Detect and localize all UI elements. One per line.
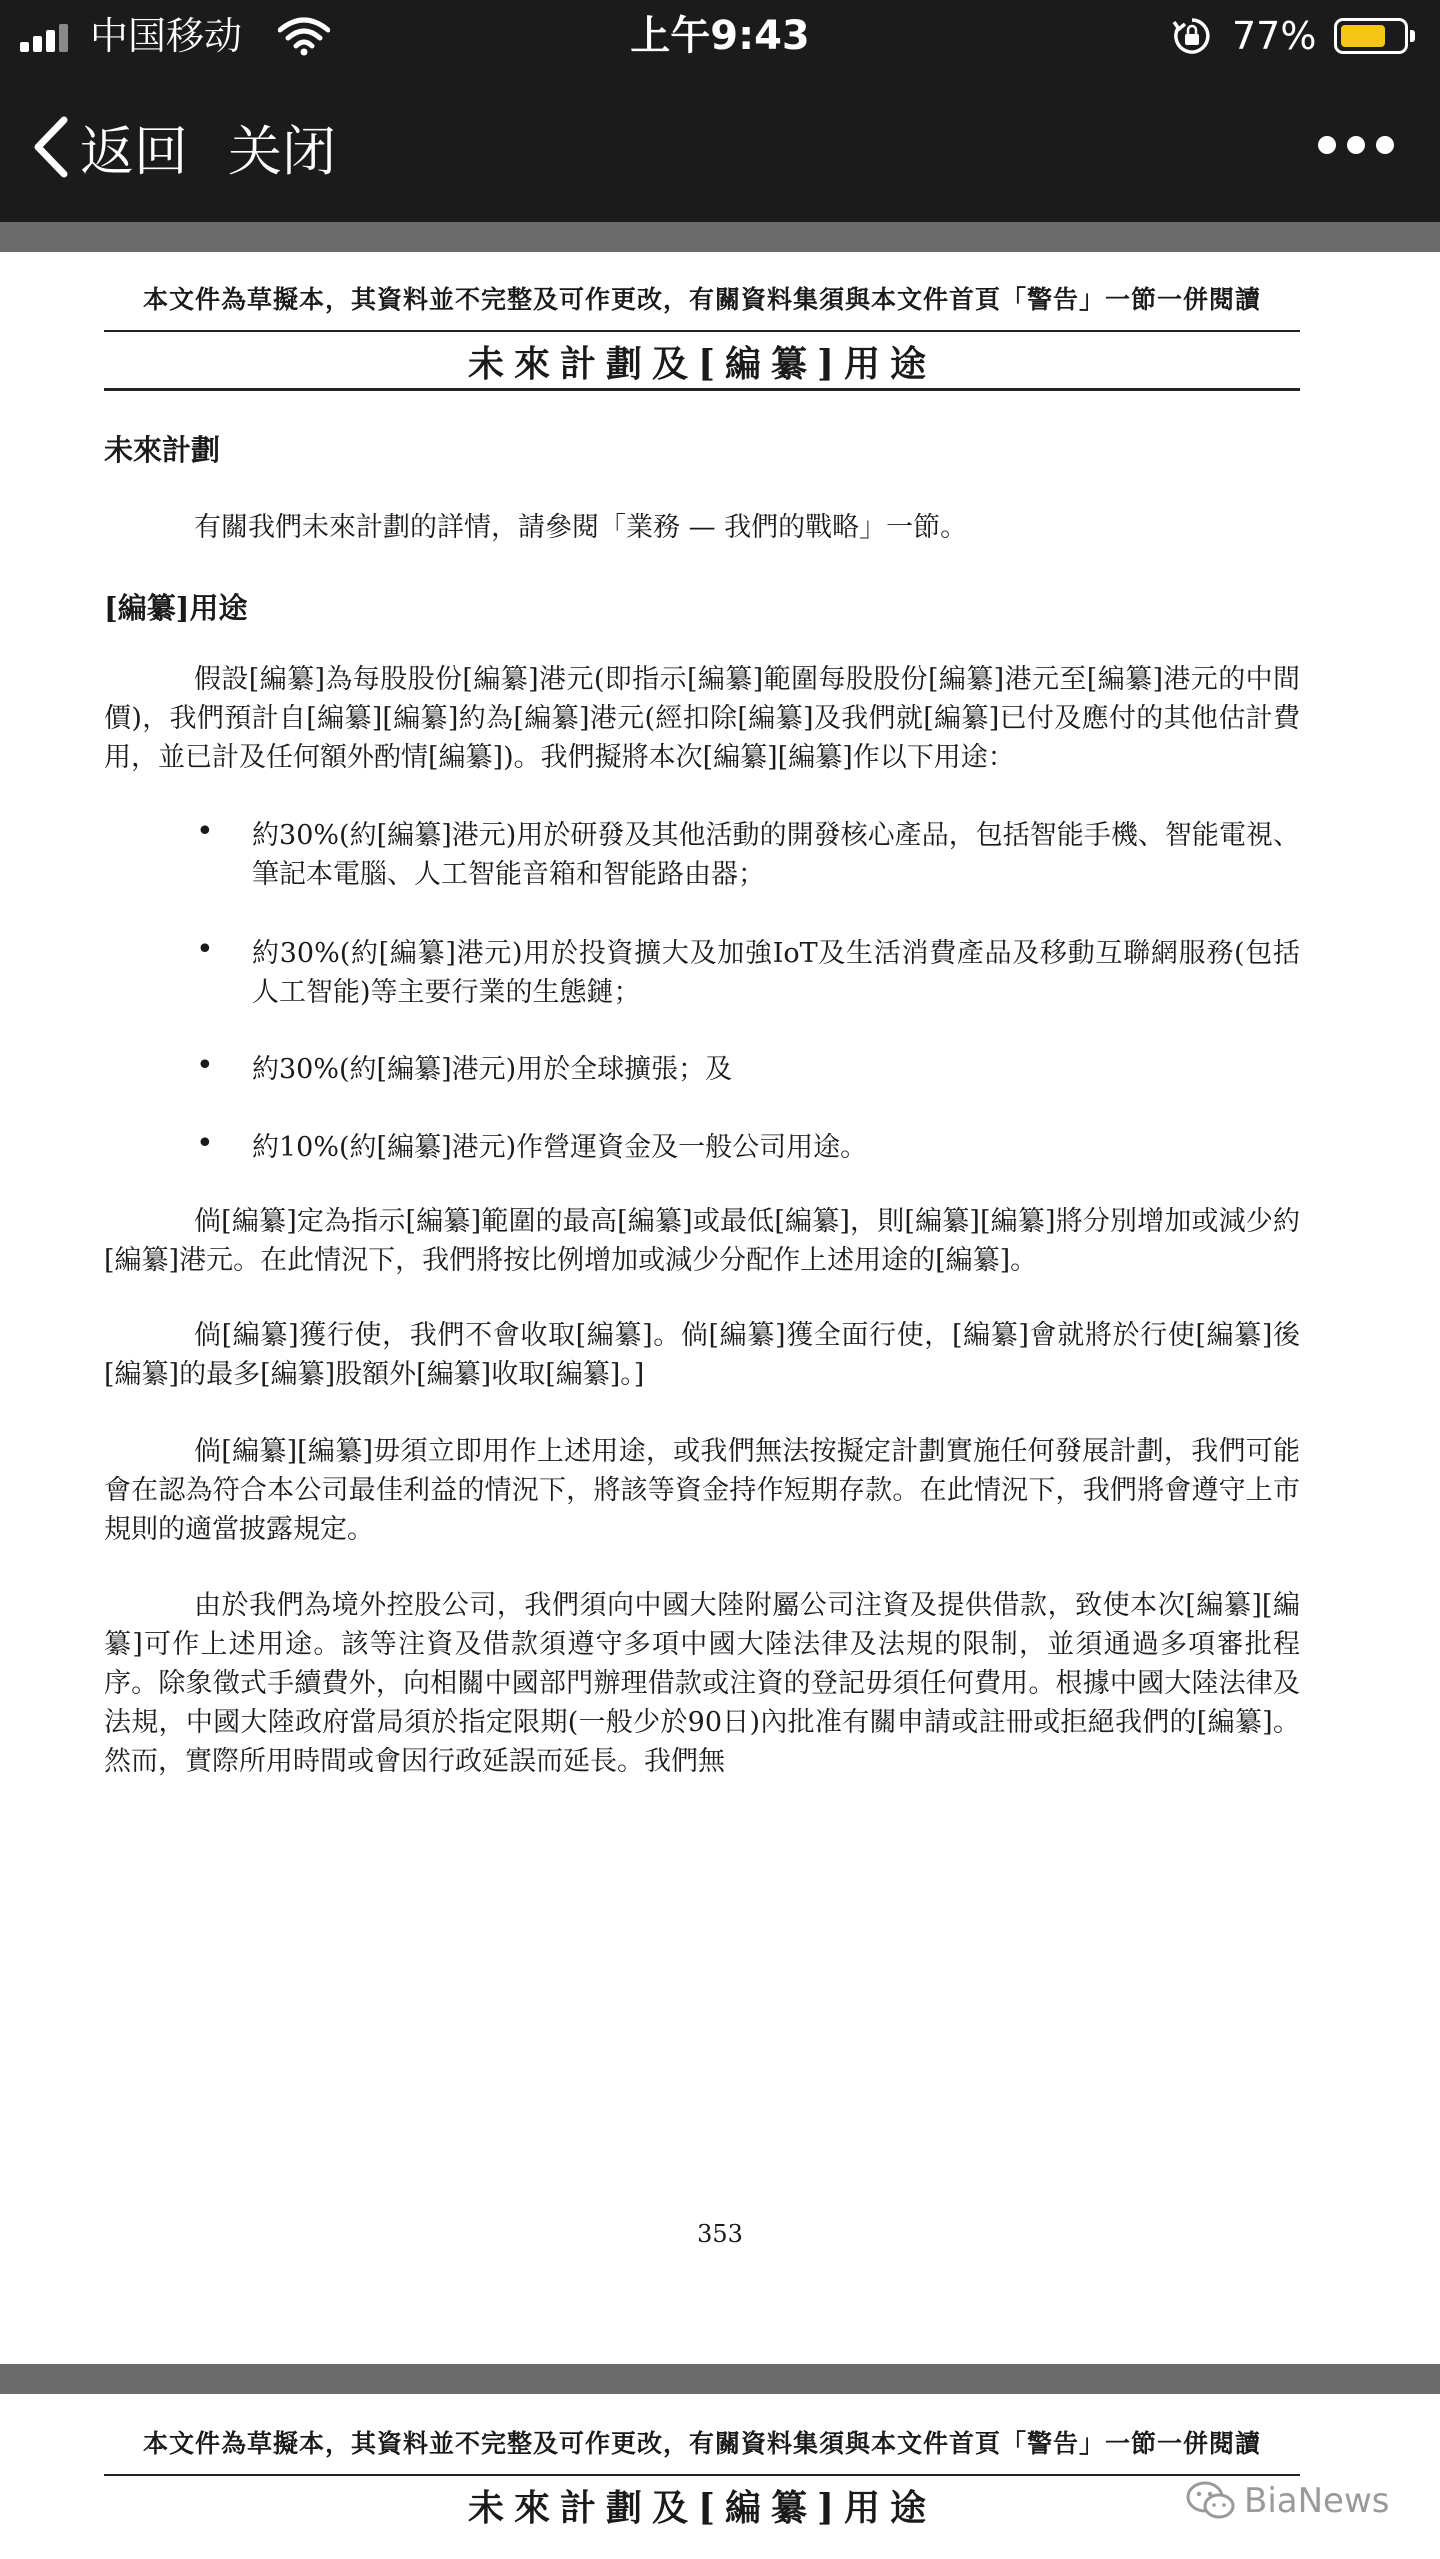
rotation-lock-icon <box>1172 16 1212 56</box>
back-button[interactable] <box>28 112 188 182</box>
document-title: 未來計劃及[編纂]用途 <box>467 2487 937 2529</box>
status-bar <box>0 0 1440 72</box>
document-title: 未來計劃及[編纂]用途 <box>467 343 937 385</box>
nav-bar <box>0 72 1440 222</box>
bullet-marker: • <box>196 1126 214 1161</box>
draft-warning-note: 本文件為草擬本，其資料並不完整及可作更改，有關資料集須與本文件首頁「警告」一節一併閱讀 <box>142 285 1261 314</box>
paragraph-offshore-holding: 由於我們為境外控股公司，我們須向中國大陸附屬公司注資及提供借款，致使本次[編纂][編纂]可作上述用途。該等注資及借款須遵守多項中國大陸法律及法規的限制，並須通過多項審批程序。除象徵式手續費外，向相關中國部門辦理借款或注資的登記毋須任何費用。根據中國大陸法律及法規，中國大陸政府當局須於指定限期(一般少於90日)內批准有關申請或註冊或拒絕我們的[編纂]。然而，實際所用時間或會因行政延誤而延長。我們無 <box>104 1590 1300 1777</box>
paragraph-future-plans: 有關我們未來計劃的詳情，請參閱「業務 — 我們的戰略」一節。 <box>194 512 968 543</box>
header-rule <box>104 330 1300 332</box>
battery-fill <box>1341 25 1385 47</box>
bullet-marker: • <box>196 814 214 849</box>
paragraph-over-allotment: 倘[編纂]獲行使，我們不會收取[編纂]。倘[編纂]獲全面行使，[編纂]會就將於行使[編纂]後[編纂]的最多[編纂]股額外[編纂]收取[編纂]。] <box>104 1320 1300 1390</box>
list-item: 約30%(約[編纂]港元)用於全球擴張；及 <box>252 1054 733 1085</box>
chevron-left-icon <box>28 114 72 180</box>
page-number: 353 <box>697 2220 743 2248</box>
paragraph-price-adjustment: 倘[編纂]定為指示[編纂]範圍的最高[編纂]或最低[編纂]，則[編纂][編纂]將分別增加或減少約[編纂]港元。在此情況下，我們將按比例增加或減少分配作上述用途的[編纂]。 <box>104 1206 1300 1276</box>
header-rule <box>104 2474 1300 2476</box>
list-item: 約30%(約[編纂]港元)用於投資擴大及加強IoT及生活消費產品及移動互聯網服務(包括人工智能)等主要行業的生態鏈； <box>252 938 1300 1008</box>
draft-warning-note: 本文件為草擬本，其資料並不完整及可作更改，有關資料集須與本文件首頁「警告」一節一併閱讀 <box>142 2429 1261 2458</box>
close-button[interactable]: 关闭 <box>228 119 336 183</box>
bullet-marker: • <box>196 932 214 967</box>
paragraph-short-term-deposit: 倘[編纂][編纂]毋須立即用作上述用途，或我們無法按擬定計劃實施任何發展計劃，我們可能會在認為符合本公司最佳利益的情況下，將該等資金持作短期存款。在此情況下，我們將會遵守上市規則的適當披露規定。 <box>104 1436 1300 1545</box>
paragraph-proceeds-intro: 假設[編纂]為每股股份[編纂]港元(即指示[編纂]範圍每股股份[編纂]港元至[編纂]港元的中間價)，我們預計自[編纂][編纂]約為[編纂]港元(經扣除[編纂]及我們就[編纂]已付及應付的其他估計費用，並已計及任何額外酌情[編纂])。我們擬將本次[編纂][編纂]作以下用途： <box>104 664 1300 773</box>
battery-icon <box>1334 18 1408 54</box>
title-rule <box>104 388 1300 391</box>
battery-percent: 77% <box>1232 14 1317 58</box>
section-heading-use-of-proceeds: [編纂]用途 <box>104 591 248 625</box>
status-time: 上午9:43 <box>630 13 810 59</box>
document-page[interactable] <box>0 252 1440 2364</box>
more-dots-icon[interactable] <box>1318 130 1394 160</box>
list-item: 約10%(約[編纂]港元)作營運資金及一般公司用途。 <box>252 1132 868 1163</box>
section-heading-future-plans: 未來計劃 <box>104 433 221 467</box>
watermark-text: BiaNews <box>1244 2481 1390 2521</box>
page-divider <box>0 2364 1440 2394</box>
bullet-marker: • <box>196 1048 214 1083</box>
watermark <box>1186 2478 1389 2524</box>
wechat-icon <box>1186 2480 1236 2522</box>
list-item: 約30%(約[編纂]港元)用於研發及其他活動的開發核心產品，包括智能手機、智能電視、筆記本電腦、人工智能音箱和智能路由器； <box>252 820 1300 890</box>
page-divider <box>0 222 1440 252</box>
back-button-label: 返回 <box>80 119 188 183</box>
carrier-name: 中国移动 <box>90 14 243 58</box>
